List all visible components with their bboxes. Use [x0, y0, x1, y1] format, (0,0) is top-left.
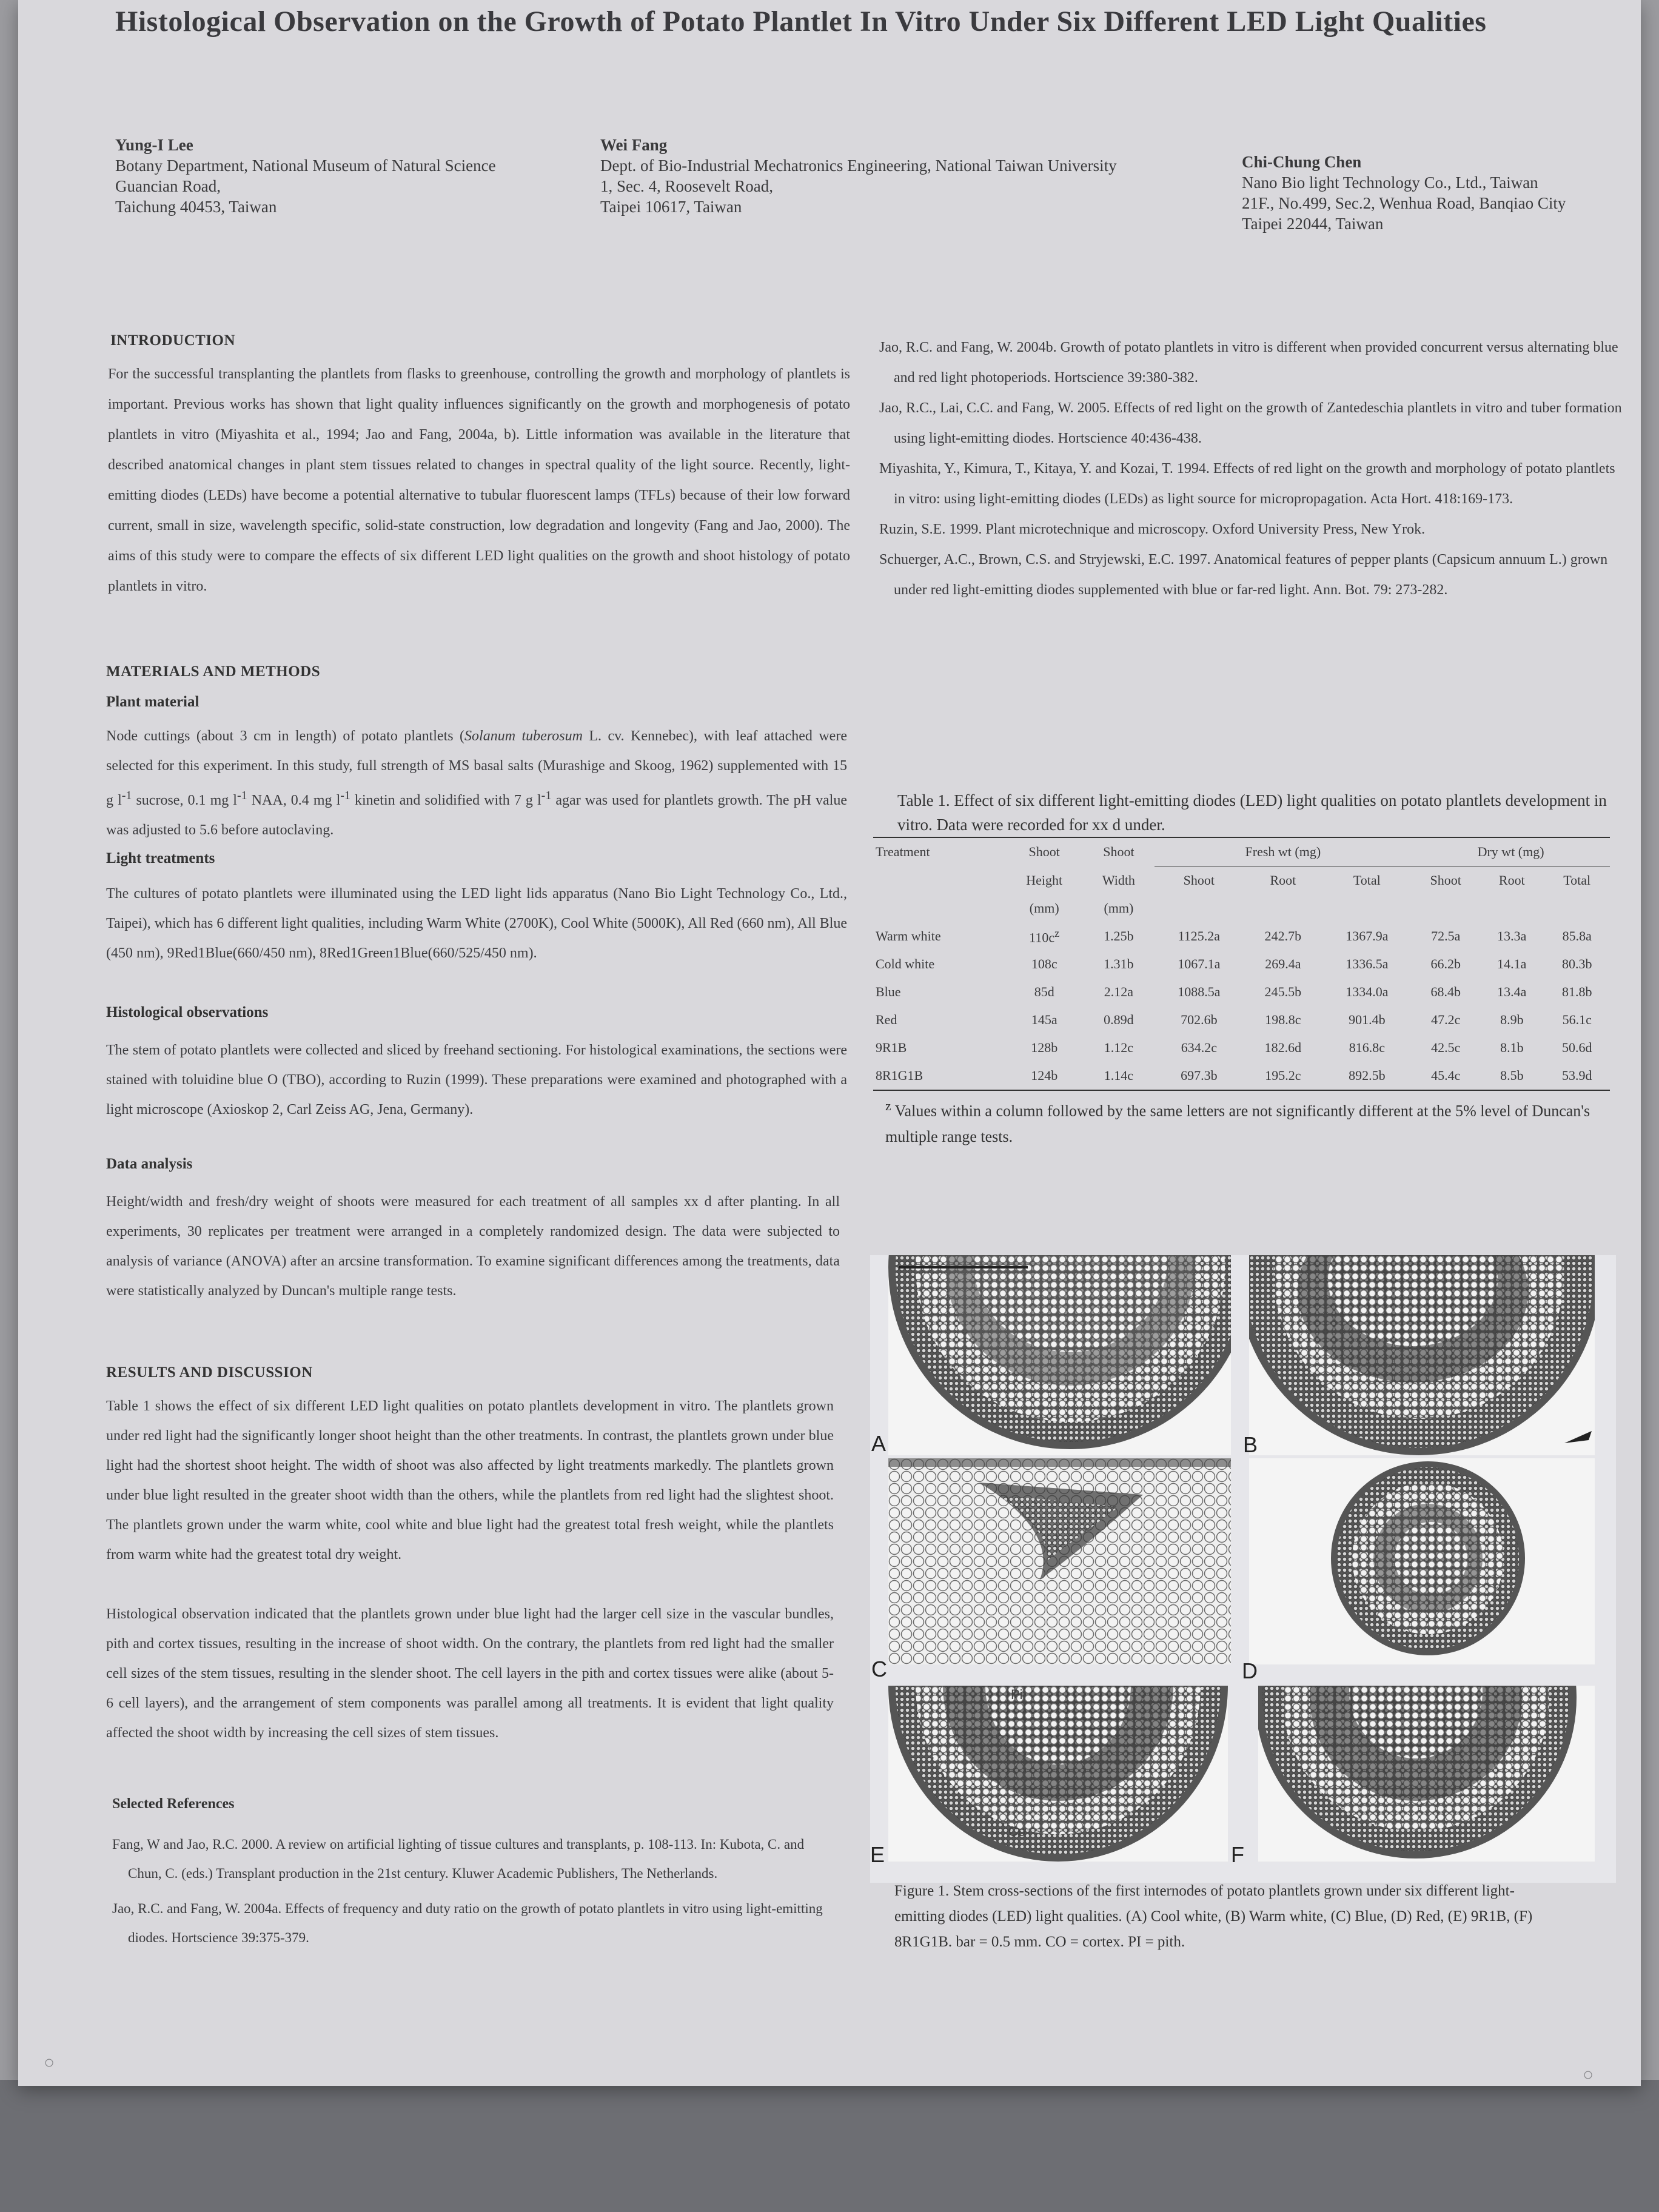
table-cell-droot: 13.3a	[1497, 928, 1527, 943]
table-header-shoot-height: Shoot	[1028, 844, 1060, 860]
methods-heading: MATERIALS AND METHODS	[106, 663, 321, 680]
stem-section-f-image	[1258, 1686, 1595, 1862]
table-header-row	[873, 866, 1610, 895]
table-row	[873, 978, 1610, 1006]
stem-section-a-image	[888, 1255, 1231, 1455]
table-cell-width: 2.12a	[1104, 984, 1134, 999]
table-cell-dtotal: 80.3b	[1561, 956, 1592, 971]
results-table	[873, 837, 1610, 1091]
data-analysis-text: Height/width and fresh/dry weight of shoots were measured for each treatment of all samples xx d after planting. In all experiments, 30 replicates per treatment were arranged in a completely randomized design. The data were subjected to analysis of variance (ANOVA) after an arcsine transformation. To examine significant differences among the treatments, data were statistically analyzed by Duncan's multiple range tests.	[106, 1194, 840, 1299]
table-cell-dtotal: 50.6d	[1561, 1040, 1592, 1055]
table-header-dry-root: Root	[1498, 873, 1525, 888]
author-block-2	[600, 135, 1117, 217]
light-treatments-heading: Light treatments	[106, 850, 215, 866]
table-cell-dtotal: 56.1c	[1562, 1012, 1592, 1027]
author-affiliation: Botany Department, National Museum of Natural Science	[115, 156, 496, 175]
plant-material-heading: Plant material	[106, 694, 199, 710]
table-header-dry-total: Total	[1563, 873, 1591, 888]
table-cell-width: 1.12c	[1104, 1040, 1134, 1055]
table-header-fresh-shoot: Shoot	[1183, 873, 1215, 888]
author-city: Taipei 10617, Taiwan	[600, 198, 742, 216]
table-cell-dshoot: 45.4c	[1431, 1068, 1461, 1083]
table-cell-froot: 269.4a	[1265, 956, 1301, 971]
footnote-text: Values within a column followed by the same letters are not significantly different at the 5% level of Duncan's multiple range tests.	[885, 1102, 1590, 1145]
table-cell-treatment: Red	[876, 1012, 897, 1027]
panel-label-b: B	[1243, 1432, 1258, 1457]
reference-item: Fang, W and Jao, R.C. 2000. A review on artificial lighting of tissue cultures and transplants, p. 108-113. In: Kubota, C. and Chun, C. (eds.) Transplant production in the 21st century. Kluwer Academic Publishers, The Netherlands.	[112, 1837, 805, 1881]
table-cell-height: 108c	[1031, 956, 1057, 971]
table-cell-width: 1.14c	[1104, 1068, 1134, 1083]
table-header-width-label: Width	[1102, 872, 1135, 888]
author-block-1	[115, 135, 496, 217]
table-cell-fshoot: 697.3b	[1181, 1068, 1218, 1083]
selected-references-heading: Selected References	[112, 1796, 235, 1812]
table-cell-fshoot: 1125.2a	[1178, 928, 1221, 943]
table-caption: Table 1. Effect of six different light-emitting diodes (LED) light qualities on potato plantlets development in vitro. Data were recorded for xx d under.	[897, 791, 1607, 834]
panel-label-c: C	[871, 1657, 887, 1681]
table-cell-treatment: 8R1G1B	[876, 1068, 923, 1083]
author-city: Taichung 40453, Taiwan	[115, 198, 277, 216]
panel-label-d: D	[1242, 1658, 1258, 1683]
table-header-fresh-root: Root	[1270, 873, 1296, 888]
table-cell-droot: 14.1a	[1497, 956, 1527, 971]
plant-material-text-c: sucrose, 0.1 mg l	[132, 793, 237, 808]
panel-label-e: E	[870, 1842, 885, 1867]
table-header-treatment: Treatment	[876, 844, 930, 860]
pith-label-text: Pi	[1011, 1687, 1023, 1702]
table-cell-width: 0.89d	[1104, 1012, 1134, 1027]
light-treatments-text: The cultures of potato plantlets were illuminated using the LED light lids apparatus (Nano Bio Light Technology Co., Ltd., Taipei), which has 6 different light qualities, including Warm White (2700K), Cool White (5000K), All Red (660 nm), All Blue (450 nm), 9Red1Blue(660/450 nm), 8Red1Green1Blue(660/525/450 nm).	[106, 886, 847, 961]
pushpin-icon: ○	[44, 2053, 55, 2073]
table-cell-fshoot: 1067.1a	[1178, 956, 1221, 971]
results-paragraph-1: Table 1 shows the effect of six different LED light qualities on potato plantlets development in vitro. The plantlets grown under red light had the significantly longer shoot height than the other treatments. In contrast, the plantlets grown under blue light had the shortest shoot height. The width of shoot was also affected by light treatments markedly. The plantlets grown under blue light resulted in the greater shoot width than the others, while the plantlets from red light had the slightest shoot. The plantlets grown under the warm white, cool white and blue light had the greatest total fresh weight, while the plantlets from warm white had the greatest total dry weight.	[106, 1398, 834, 1563]
micrograph-d	[1249, 1458, 1595, 1664]
table-cell-droot: 8.1b	[1500, 1040, 1524, 1055]
table-cell-width: 1.25b	[1104, 928, 1134, 943]
author-affiliation: Nano Bio light Technology Co., Ltd., Taiwan	[1242, 173, 1538, 192]
table-cell-ftotal: 1336.5a	[1346, 956, 1389, 971]
footnote-marker: z	[1054, 927, 1060, 939]
table-row	[873, 922, 1610, 950]
table-cell-ftotal: 816.8c	[1349, 1040, 1385, 1055]
table-header-dry-shoot: Shoot	[1430, 873, 1461, 888]
table-cell-dshoot: 68.4b	[1430, 984, 1461, 999]
table-cell-dshoot: 47.2c	[1431, 1012, 1461, 1027]
table-cell-height: 145a	[1031, 1012, 1057, 1027]
selected-references-list	[112, 1830, 828, 1959]
table-cell-froot: 198.8c	[1265, 1012, 1301, 1027]
table-cell-ftotal: 1367.9a	[1346, 928, 1389, 943]
author-city: Taipei 22044, Taiwan	[1242, 215, 1384, 233]
data-analysis-heading: Data analysis	[106, 1156, 193, 1172]
panel-label-a: A	[871, 1431, 886, 1456]
reference-item: Schuerger, A.C., Brown, C.S. and Stryjewski, E.C. 1997. Anatomical features of pepper plants (Capsicum annuum L.) grown under red light-emitting diodes supplemented with blue or far-red light. Ann. Bot. 79: 273-282.	[879, 552, 1608, 598]
reference-item: Jao, R.C. and Fang, W. 2004b. Growth of potato plantlets in vitro is different when provided concurrent versus alternating blue and red light photoperiods. Hortscience 39:380-382.	[879, 340, 1618, 386]
plant-material-text-f: agar was used for plantlets growth. The pH value was adjusted to 5.6 before autoclaving.	[106, 793, 848, 838]
table-cell-froot: 242.7b	[1264, 928, 1302, 943]
pushpin-icon: ○	[1583, 2065, 1594, 2085]
table-header-empty	[873, 894, 1005, 922]
table-body	[873, 922, 1610, 1090]
author-name: Yung-I Lee	[115, 136, 193, 154]
author-name: Wei Fang	[600, 136, 668, 154]
table-row	[873, 950, 1610, 978]
table-header-height-label: Height	[1026, 872, 1063, 888]
table-cell-fshoot: 702.6b	[1181, 1012, 1218, 1027]
figure-caption: Figure 1. Stem cross-sections of the first internodes of potato plantlets grown under six different light-emitting diodes (LED) light qualities. (A) Cool white, (B) Warm white, (C) Blue, (D) Red, (E) 9R1B, (F) 8R1G1B. bar = 0.5 mm. CO = cortex. PI = pith.	[894, 1883, 1533, 1950]
table-cell-dtotal: 85.8a	[1562, 928, 1592, 943]
table-cell-dtotal: 53.9d	[1561, 1068, 1592, 1083]
poster-title: Histological Observation on the Growth of Potato Plantlet In Vitro Under Six Different LED Light Qualities	[115, 5, 1487, 38]
poster	[18, 0, 1641, 2086]
table-cell-droot: 8.9b	[1500, 1012, 1524, 1027]
unit-superscript: -1	[236, 789, 247, 802]
table-cell-dshoot: 66.2b	[1430, 956, 1461, 971]
table-cell-dtotal: 81.8b	[1561, 984, 1592, 999]
table-units-row	[873, 894, 1610, 922]
figure-1	[870, 1255, 1616, 1883]
table-header-fresh-wt: Fresh wt (mg)	[1155, 837, 1412, 866]
table-cell-dshoot: 42.5c	[1431, 1040, 1461, 1055]
panel-label-f: F	[1231, 1842, 1244, 1867]
plant-material-text	[106, 722, 847, 845]
results-heading: RESULTS AND DISCUSSION	[106, 1364, 313, 1381]
micrograph-c	[888, 1458, 1231, 1664]
reference-item: Ruzin, S.E. 1999. Plant microtechnique and microscopy. Oxford University Press, New Yrok.	[879, 521, 1426, 537]
table-cell-ftotal: 901.4b	[1349, 1012, 1386, 1027]
plant-material-text-a: Node cuttings (about 3 cm in length) of potato plantlets (	[106, 728, 465, 744]
table-header-dry-wt: Dry wt (mg)	[1412, 837, 1610, 866]
table-cell-froot: 182.6d	[1264, 1040, 1302, 1055]
table-cell-fshoot: 1088.5a	[1178, 984, 1221, 999]
table-cell-froot: 195.2c	[1265, 1068, 1301, 1083]
reference-item: Miyashita, Y., Kimura, T., Kitaya, Y. and Kozai, T. 1994. Effects of red light on the growth and morphology of potato plantlets in vitro: using light-emitting diodes (LEDs) as light source for micropropagation. Acta Hort. 418:169-173.	[879, 461, 1615, 507]
table-header-fresh-total: Total	[1353, 873, 1381, 888]
table-row	[873, 1006, 1610, 1034]
table-cell-treatment: Cold white	[876, 956, 935, 971]
references-continued	[879, 332, 1622, 605]
table-cell-treatment: Warm white	[876, 928, 941, 943]
author-name: Chi-Chung Chen	[1242, 153, 1362, 171]
table-header-empty	[873, 866, 1005, 895]
micrograph-a	[888, 1255, 1231, 1455]
author-address: 21F., No.499, Sec.2, Wenhua Road, Banqiao City	[1242, 194, 1566, 212]
table-cell-fshoot: 634.2c	[1181, 1040, 1217, 1055]
table-header-empty	[1155, 894, 1610, 922]
table-header-shoot-width: Shoot	[1103, 844, 1134, 860]
table-footnote	[873, 1093, 1610, 1150]
table-header-height-unit: (mm)	[1029, 900, 1059, 916]
table-row	[873, 1034, 1610, 1062]
table-cell-droot: 13.4a	[1497, 984, 1527, 999]
stem-section-c-image	[888, 1458, 1231, 1664]
table-cell-treatment: 9R1B	[876, 1040, 907, 1055]
reference-item: Jao, R.C., Lai, C.C. and Fang, W. 2005. Effects of red light on the growth of Zantedeschia plantlets in vitro and tuber formation using light-emitting diodes. Hortscience 40:436-438.	[879, 400, 1622, 446]
plant-material-text-e: kinetin and solidified with 7 g l	[350, 793, 541, 808]
reference-item: Jao, R.C. and Fang, W. 2004a. Effects of frequency and duty ratio on the growth of potato plantlets in vitro using light-emitting diodes. Hortscience 39:375-379.	[112, 1901, 823, 1945]
table-cell-height: 124b	[1031, 1068, 1058, 1083]
results-paragraph-2: Histological observation indicated that the plantlets grown under blue light had the larger cell size in the vascular bundles, pith and cortex tissues, resulting in the increase of shoot width. On the contrary, the plantlets from red light had the smaller cell sizes of the stem tissues, resulting in the slender shoot. The cell layers in the pith and cortex tissues were alike (about 5-6 cell layers), and the arrangement of stem components was parallel among all treatments. It is evident that light quality affected the shoot width by increasing the cell sizes of stem tissues.	[106, 1606, 834, 1741]
table-cell-height: $110c^z$	[1029, 927, 1060, 945]
plant-material-text-b: L. cv. Kennebec), with leaf attached were selected for this experiment. In this study, full strength of MS basal salts (Murashige and Skoog, 1962) supplemented with 15 g l	[106, 728, 847, 808]
table-cell-ftotal: 1334.0a	[1346, 984, 1389, 999]
table-group-header-row	[873, 837, 1610, 866]
table-1	[873, 788, 1610, 1150]
micrograph-f	[1258, 1686, 1595, 1862]
author-address: Guancian Road,	[115, 177, 221, 195]
table-cell-treatment: Blue	[876, 984, 901, 999]
unit-superscript: -1	[541, 789, 552, 802]
unit-superscript: -1	[121, 789, 132, 802]
table-cell-droot: 8.5b	[1500, 1068, 1524, 1083]
table-row	[873, 1062, 1610, 1090]
table-cell-width: 1.31b	[1104, 956, 1134, 971]
stem-section-b-image	[1249, 1255, 1595, 1455]
introduction-heading: INTRODUCTION	[110, 332, 236, 349]
table-cell-height: 85d	[1034, 984, 1054, 999]
table-header-width-unit: (mm)	[1104, 900, 1134, 916]
histology-text: The stem of potato plantlets were collected and sliced by freehand sectioning. For histological examinations, the sections were stained with toluidine blue O (TBO), according to Ruzin (1999). These preparations were examined and photographed with a light microscope (Axioskop 2, Carl Zeiss AG, Jena, Germany).	[106, 1042, 847, 1118]
cortex-label-text: Co	[1008, 1824, 1026, 1839]
author-block-3	[1242, 152, 1566, 234]
unit-superscript: -1	[340, 789, 350, 802]
table-cell-froot: 245.5b	[1264, 984, 1302, 999]
table-cell-ftotal: 892.5b	[1349, 1068, 1386, 1083]
stem-section-d-image	[1249, 1458, 1595, 1664]
micrograph-b	[1249, 1255, 1595, 1455]
histology-heading: Histological observations	[106, 1004, 269, 1021]
species-name: Solanum tuberosum	[464, 728, 583, 744]
table-cell-height: 128b	[1031, 1040, 1058, 1055]
footnote-marker: z	[885, 1099, 891, 1113]
plant-material-text-d: NAA, 0.4 mg l	[247, 793, 341, 808]
author-affiliation: Dept. of Bio-Industrial Mechatronics Engineering, National Taiwan University	[600, 156, 1117, 175]
author-address: 1, Sec. 4, Roosevelt Road,	[600, 177, 773, 195]
micrograph-e	[888, 1686, 1228, 1862]
table-cell-dshoot: 72.5a	[1431, 928, 1461, 943]
stem-section-e-image	[888, 1686, 1228, 1862]
introduction-text: For the successful transplanting the plantlets from flasks to greenhouse, controlling the growth and morphology of plantlets is important. Previous works has shown that light quality influences significantly on the growth and morphogenesis of potato plantlets in vitro (Miyashita et al., 1994; Jao and Fang, 2004a, b). Little information was available in the literature that described anatomical changes in plant stem tissues related to changes in spectral quality of the light source. Recently, light-emitting diodes (LEDs) have become a potential alternative to tubular fluorescent lamps (TFLs) because of their low forward current, small in size, wavelength specific, solid-state construction, low degradation and longevity (Fang and Jao, 2000). The aims of this study were to compare the effects of six different LED light qualities on the growth and shoot histology of potato plantlets in vitro.	[108, 366, 850, 594]
